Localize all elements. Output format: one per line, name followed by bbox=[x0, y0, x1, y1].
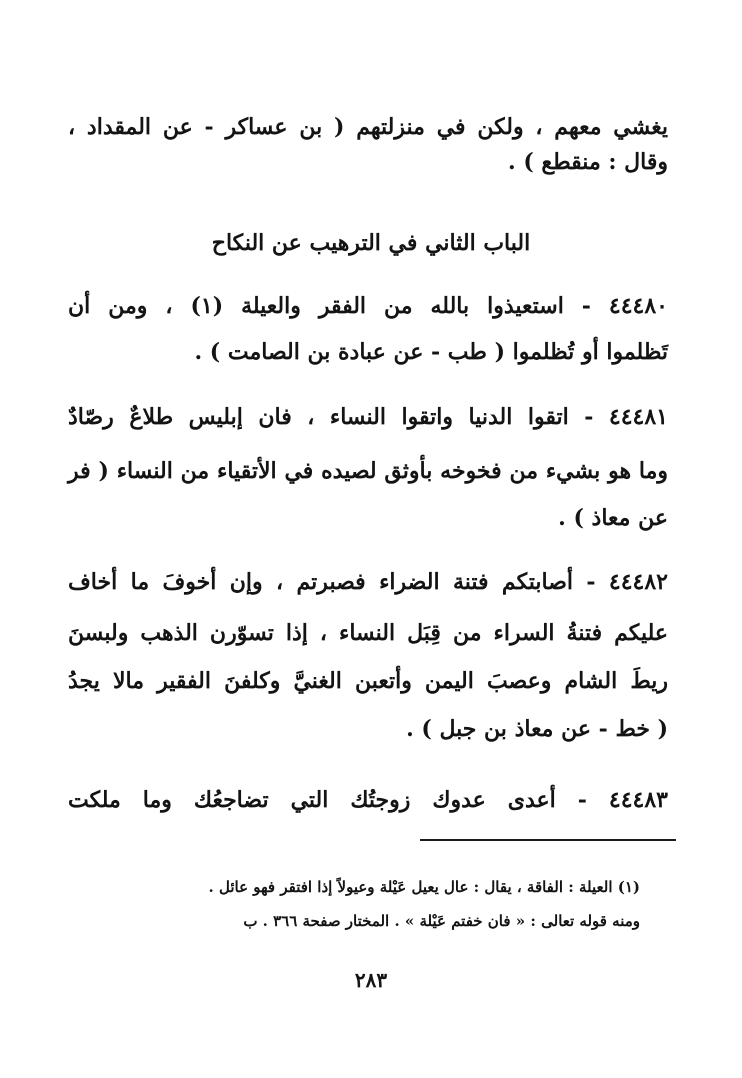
hadith-line: ٤٤٤٨٢ - أصابتكم فتنة الضراء فصبرتم ، وإن أخوفَ ما أخاف bbox=[68, 569, 668, 595]
footnote-line: (١) العيلة : الفاقة ، يقال : عال يعيل عَيْلة وعيولاً إذا افتقر فهو عائل . bbox=[208, 878, 640, 896]
hadith-line: ريطَ الشام وعصبَ اليمن وأتعبن الغنيَّ وكلفنَ الفقير مالا يجدُ bbox=[68, 668, 668, 694]
hadith-line: عليكم فتنةُ السراء من قِبَل النساء ، إذا تسوّرن الذهب ولبسنَ bbox=[68, 620, 668, 646]
continuation-line: وقال : منقطع ) . bbox=[508, 149, 668, 175]
hadith-line: تَظلموا أو تُظلموا ( طب - عن عبادة بن الصامت ) . bbox=[194, 339, 668, 365]
footnote-line: ومنه قوله تعالى : « فان خفتم عَيْلة » . المختار صفحة ٣٦٦ . ب bbox=[243, 912, 640, 930]
footnote-rule bbox=[420, 839, 676, 841]
hadith-line: ٤٤٤٨١ - اتقوا الدنيا واتقوا النساء ، فان إبليس طلاعٌ رصّادٌ bbox=[68, 404, 668, 430]
page-number: ٢٨٣ bbox=[354, 968, 388, 992]
hadith-line: وما هو بشيء من فخوخه بأوثق لصيده في الأتقياء من النساء ( فر bbox=[68, 458, 668, 484]
continuation-line: يغشي معهم ، ولكن في منزلتهم ( بن عساكر - عن المقداد ، bbox=[68, 114, 668, 140]
hadith-line: ٤٤٤٨٠ - استعيذوا بالله من الفقر والعيلة (١) ، ومن أن bbox=[68, 293, 668, 319]
hadith-line: عن معاذ ) . bbox=[558, 505, 668, 531]
chapter-heading: الباب الثاني في الترهيب عن النكاح bbox=[211, 230, 531, 256]
hadith-line: ٤٤٤٨٣ - أعدى عدوك زوجتُك التي تضاجعُك وما ملكت bbox=[68, 787, 668, 813]
hadith-line: ( خط - عن معاذ بن جبل ) . bbox=[406, 716, 668, 742]
